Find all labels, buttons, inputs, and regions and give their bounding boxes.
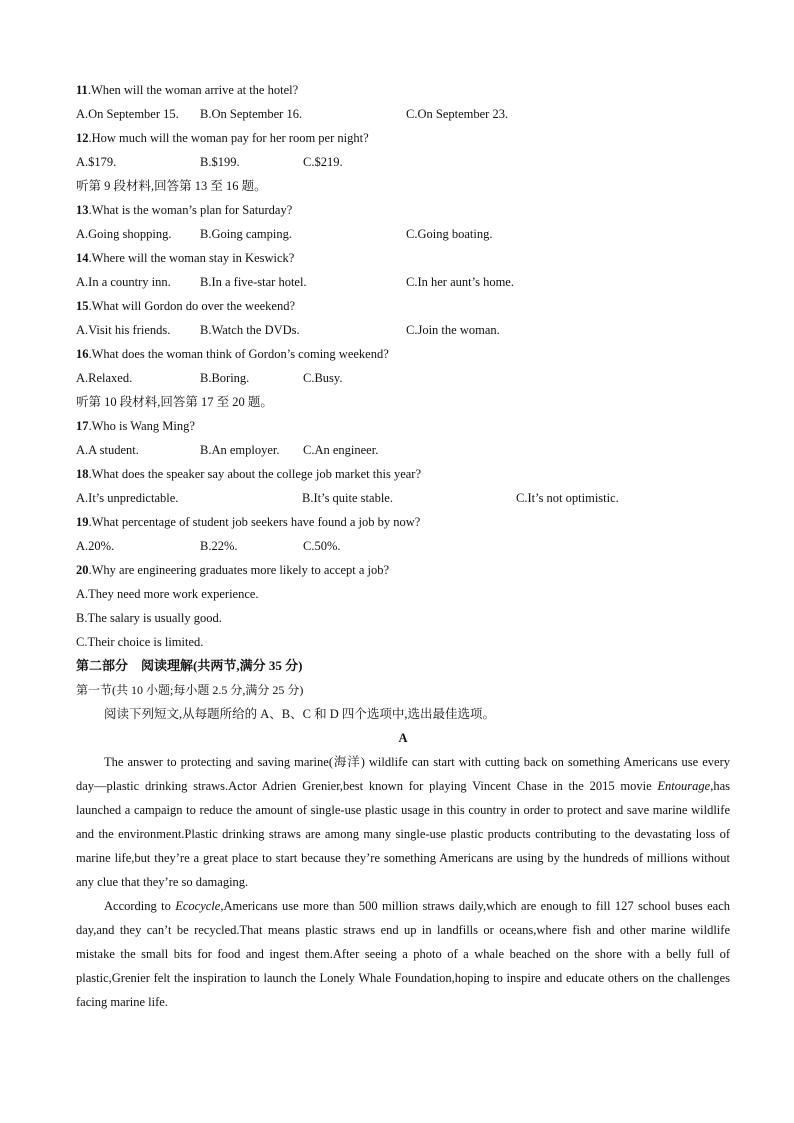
question-text: .What does the woman think of Gordon’s coming weekend? <box>88 347 389 361</box>
option-a[interactable]: A.$179. <box>76 155 117 169</box>
question-text: .What is the woman’s plan for Saturday? <box>88 203 293 217</box>
options-row <box>76 318 730 342</box>
section1-title: 第一节(共 10 小题;每小题 2.5 分,满分 25 分) <box>76 683 304 697</box>
question-text: .How much will the woman pay for her room per night? <box>88 131 369 145</box>
question-11 <box>76 78 730 102</box>
passage-paragraph-1: The answer to protecting and saving marine(海洋) wildlife can start with cutting back on something Americans use every day—plastic drinking straws.Actor Adrien Grenier,best known for playing Vincent Chase in the 2015 movie Entourage,has launched a campaign to reduce the amount of single-use plastic usage in this country in order to protect and save marine wildlife and the environment.Plastic drinking straws are among many single-use plastic products contributing to the devastating loss of marine life,but they’re a great place to start because they’re something Americans are using by the hundreds of millions without any clue that they’re so damaging. <box>76 755 730 889</box>
option-a[interactable]: A.20%. <box>76 539 115 553</box>
question-text: .What percentage of student job seekers have found a job by now? <box>88 515 421 529</box>
question-19 <box>76 510 730 534</box>
options-row <box>76 150 730 174</box>
option-b[interactable]: B.In a five-star hotel. <box>200 275 307 289</box>
option-c[interactable]: C.It’s not optimistic. <box>516 491 619 505</box>
option-b[interactable]: B.The salary is usually good. <box>76 611 222 625</box>
question-20 <box>76 558 730 582</box>
option-c[interactable]: C.Busy. <box>303 371 343 385</box>
audio-section-header: 听第 10 段材料,回答第 17 至 20 题。 <box>76 395 273 409</box>
option-b[interactable]: B.Boring. <box>200 371 250 385</box>
question-text: .Why are engineering graduates more likely to accept a job? <box>88 563 390 577</box>
option-c[interactable]: C.Going boating. <box>406 227 493 241</box>
option-c[interactable]: C.In her aunt’s home. <box>406 275 514 289</box>
option-a[interactable]: A.Visit his friends. <box>76 323 171 337</box>
passage-a <box>76 750 730 1014</box>
option-a[interactable]: A.In a country inn. <box>76 275 171 289</box>
movie-title: Entourage <box>657 779 711 793</box>
option-c[interactable]: C.An engineer. <box>303 443 379 457</box>
options-row <box>76 534 730 558</box>
option-c[interactable]: C.Join the woman. <box>406 323 500 337</box>
option-a[interactable]: A.They need more work experience. <box>76 587 259 601</box>
option-b[interactable]: B.22%. <box>200 539 238 553</box>
question-18 <box>76 462 730 486</box>
options-row <box>76 438 730 462</box>
question-17 <box>76 414 730 438</box>
question-number: 19 <box>76 515 89 529</box>
source-name: Ecocycle <box>175 899 221 913</box>
audio-section-header: 听第 9 段材料,回答第 13 至 16 题。 <box>76 179 267 193</box>
question-number: 11 <box>76 83 88 97</box>
question-text: .Who is Wang Ming? <box>88 419 195 433</box>
question-13 <box>76 198 730 222</box>
option-a[interactable]: A.Going shopping. <box>76 227 172 241</box>
question-number: 15 <box>76 299 89 313</box>
option-a[interactable]: A.Relaxed. <box>76 371 133 385</box>
option-b[interactable]: B.An employer. <box>200 443 280 457</box>
question-text: .What will Gordon do over the weekend? <box>88 299 296 313</box>
option-c[interactable]: C.50%. <box>303 539 341 553</box>
question-text: .What does the speaker say about the college job market this year? <box>88 467 422 481</box>
listening-section <box>76 78 730 654</box>
question-12 <box>76 126 730 150</box>
passage-paragraph-2: According to Ecocycle,Americans use more than 500 million straws daily,which are enough to fill 127 school buses each day,and they can’t be recycled.That means plastic straws end up in landfills or oceans,where fish and other marine wildlife mistake the small bits for food and ingest them.After seeing a photo of a whale beached on the shore with a belly full of plastic,Grenier felt the inspiration to launch the Lonely Whale Foundation,hoping to inspire and educate others on the challenges facing marine life. <box>76 899 731 1009</box>
option-c[interactable]: C.$219. <box>303 155 343 169</box>
question-number: 12 <box>76 131 89 145</box>
option-b[interactable]: B.On September 16. <box>200 107 303 121</box>
question-number: 14 <box>76 251 89 265</box>
option-c[interactable]: C.On September 23. <box>406 107 509 121</box>
question-number: 16 <box>76 347 89 361</box>
option-b[interactable]: B.It’s quite stable. <box>302 491 393 505</box>
options-row <box>76 270 730 294</box>
option-b[interactable]: B.$199. <box>200 155 240 169</box>
option-b[interactable]: B.Going camping. <box>200 227 293 241</box>
question-text: .Where will the woman stay in Keswick? <box>88 251 295 265</box>
exam-page <box>76 78 730 1014</box>
options-row <box>76 222 730 246</box>
question-number: 17 <box>76 419 89 433</box>
question-number: 20 <box>76 563 89 577</box>
passage-label: A <box>398 731 408 745</box>
options-row <box>76 486 730 510</box>
option-a[interactable]: A.A student. <box>76 443 139 457</box>
options-row <box>76 102 730 126</box>
option-c[interactable]: C.Their choice is limited. <box>76 635 204 649</box>
reading-instruction: 阅读下列短文,从每题所给的 A、B、C 和 D 四个选项中,选出最佳选项。 <box>104 707 495 721</box>
question-16 <box>76 342 730 366</box>
question-number: 13 <box>76 203 89 217</box>
question-15 <box>76 294 730 318</box>
question-number: 18 <box>76 467 89 481</box>
option-a[interactable]: A.On September 15. <box>76 107 179 121</box>
part2-title: 第二部分 阅读理解(共两节,满分 35 分) <box>76 658 303 673</box>
options-row <box>76 366 730 390</box>
option-b[interactable]: B.Watch the DVDs. <box>200 323 300 337</box>
option-a[interactable]: A.It’s unpredictable. <box>76 491 179 505</box>
question-text: .When will the woman arrive at the hotel? <box>87 83 299 97</box>
question-14 <box>76 246 730 270</box>
